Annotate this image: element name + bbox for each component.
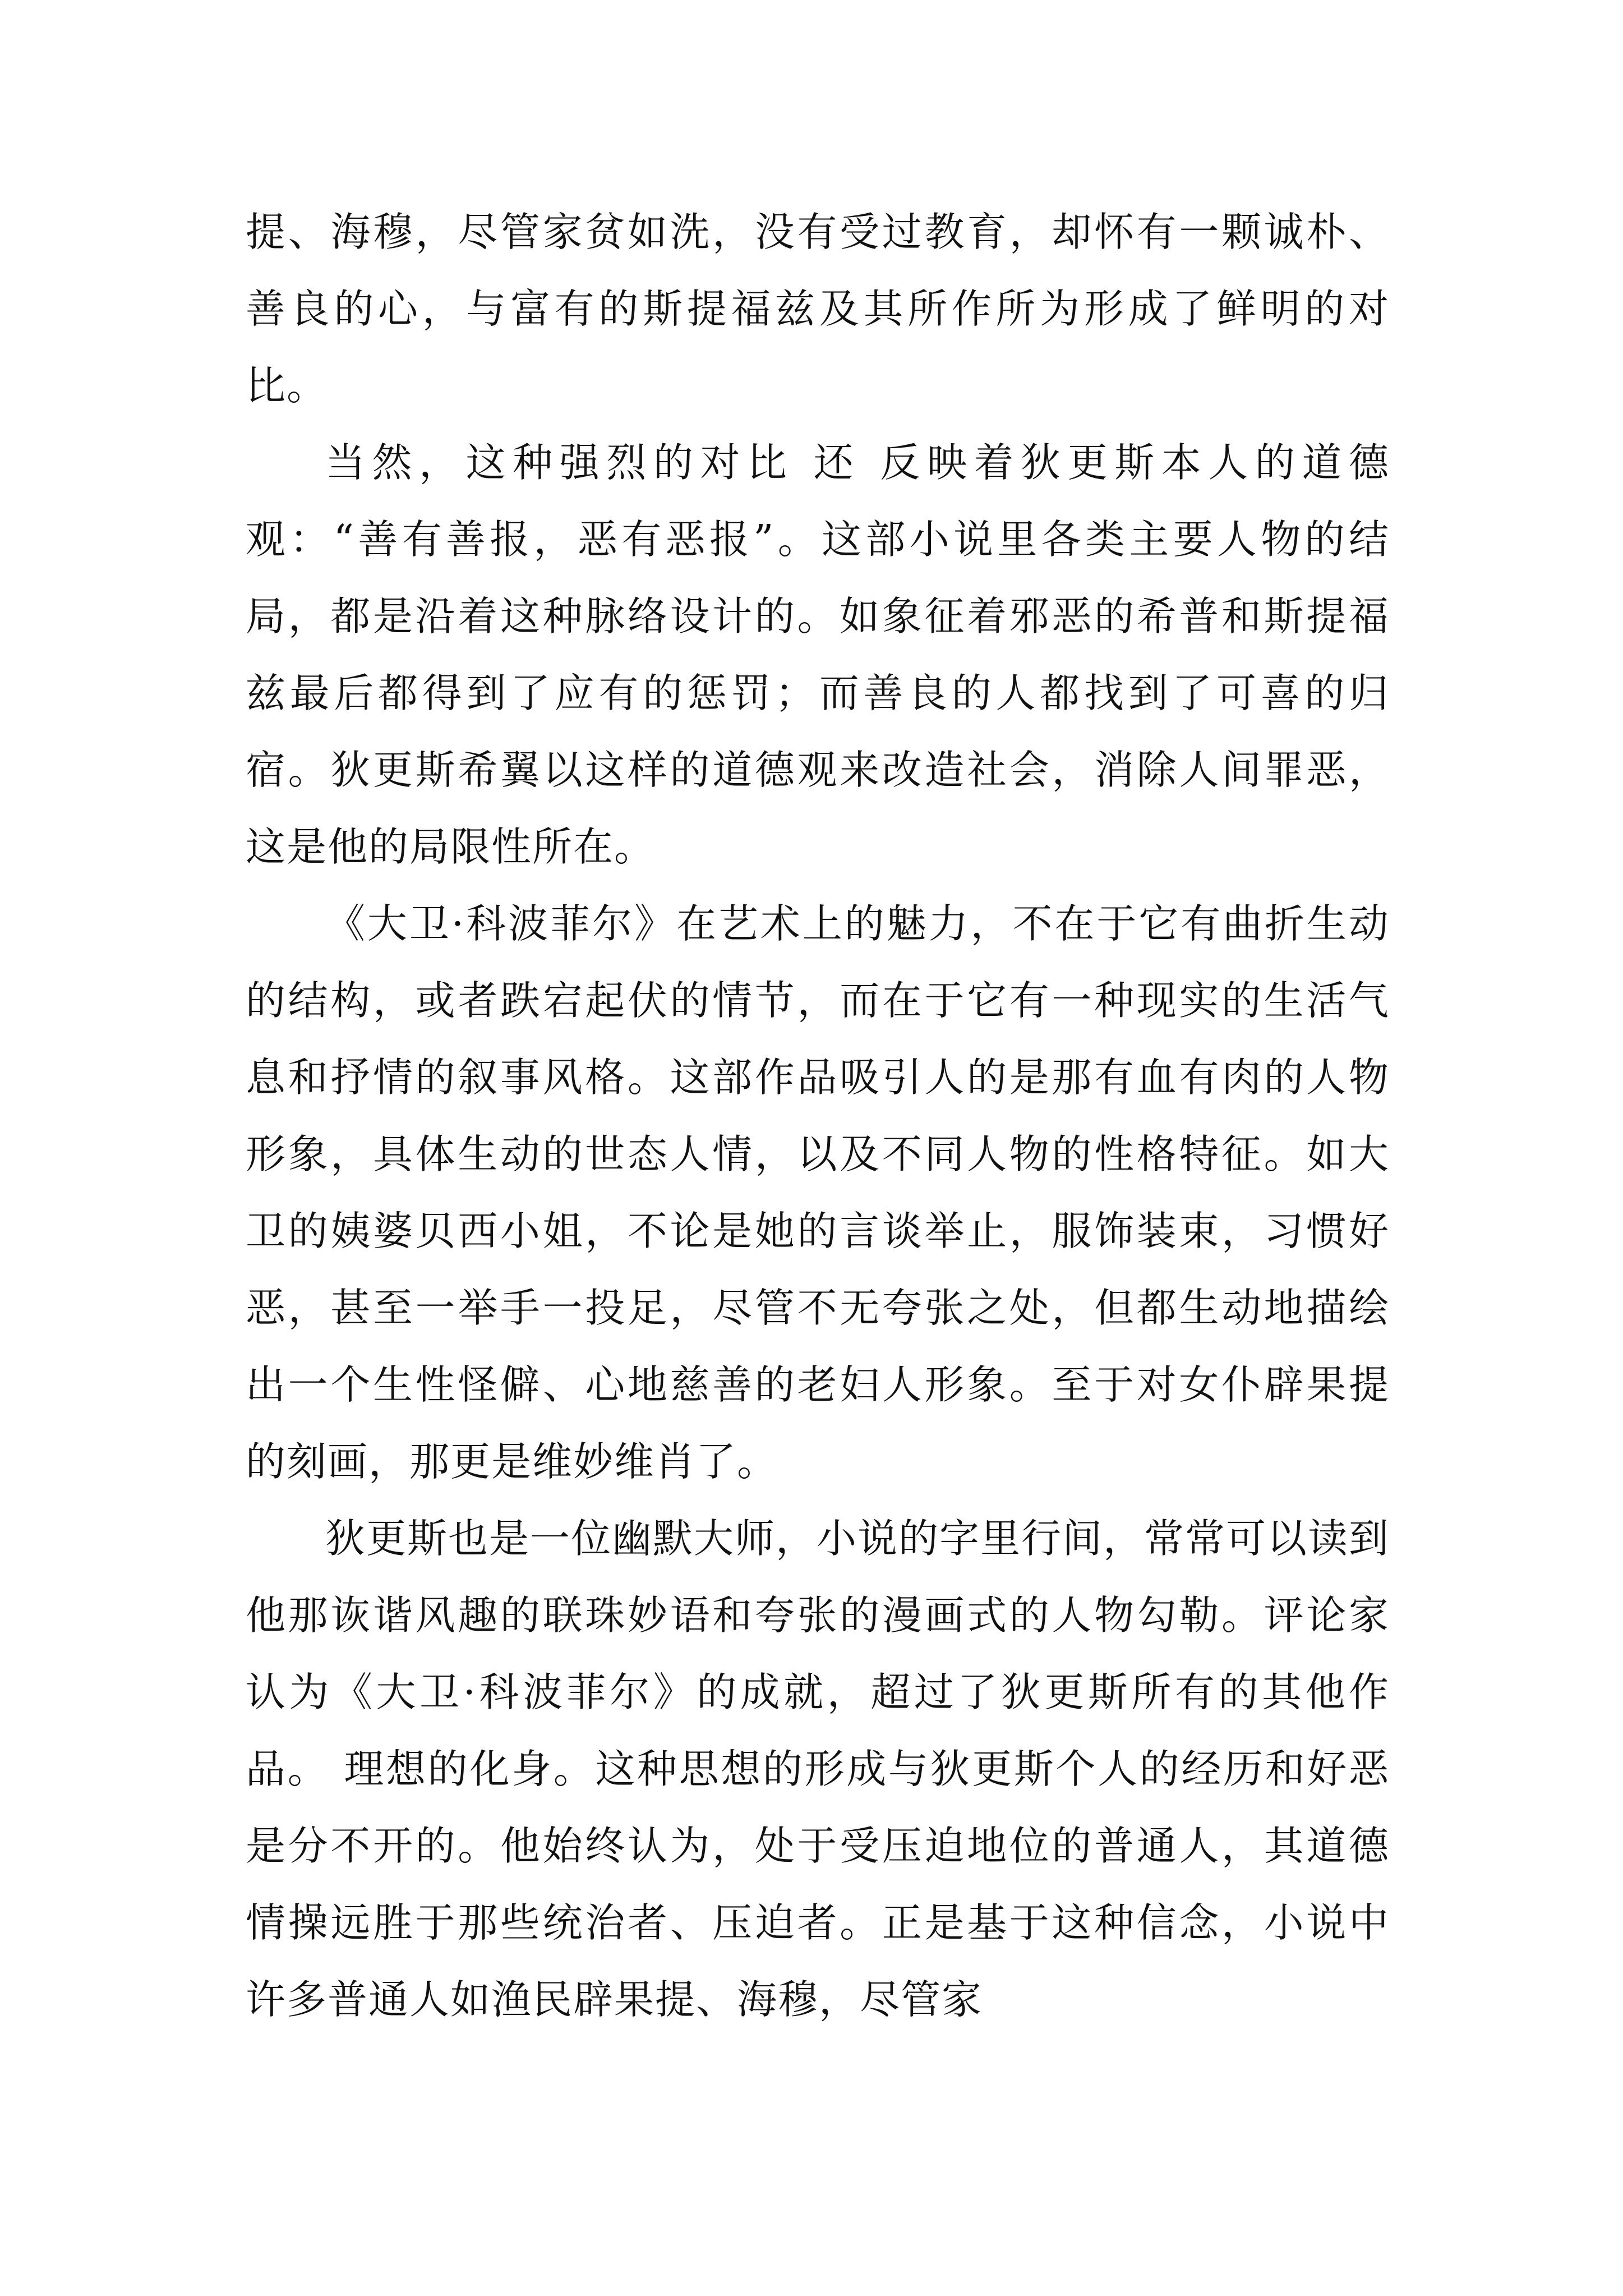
paragraph-1: 提、海穆，尽管家贫如洗，没有受过教育，却怀有一颗诚朴、善良的心，与富有的斯提福兹及其所作所为形成了鲜明的对比。 (246, 209, 1390, 409)
body-text (246, 194, 1390, 2038)
paragraph-3: 《大卫·科波菲尔》在艺术上的魅力，不在于它有曲折生动的结构，或者跌宕起伏的情节，而在于它有一种现实的生活气息和抒情的叙事风格。这部作品吸引人的是那有血有肉的人物形象，具体生动的世态人情，以及不同人物的性格特征。如大卫的姨婆贝西小姐，不论是她的言谈举止，服饰装束，习惯好恶，甚至一举手一投足，尽管不无夸张之处，但都生动地描绘出一个生性怪僻、心地慈善的老妇人形象。至于对女仆辟果提的刻画，那更是维妙维肖了。 (246, 900, 1390, 1485)
paragraph-4: 狄更斯也是一位幽默大师，小说的字里行间，常常可以读到他那诙谐风趣的联珠妙语和夸张的漫画式的人物勾勒。评论家认为《大卫·科波菲尔》的成就，超过了狄更斯所有的其他作品。 理想的化身。这种思想的形成与狄更斯个人的经历和好恶是分不开的。他始终认为，处于受压迫地位的普通人，其道德情操远胜于那些统治者、压迫者。正是基于这种信念，小说中许多普通人如渔民辟果提、海穆，尽管家 (246, 1515, 1390, 2023)
paragraph-2: 当然，这种强烈的对比 还 反映着狄更斯本人的道德观：“善有善报，恶有恶报”。这部小说里各类主要人物的结局，都是沿着这种脉络设计的。如象征着邪恶的希普和斯提福兹最后都得到了应有的惩罚；而善良的人都找到了可喜的归宿。狄更斯希翼以这样的道德观来改造社会，消除人间罪恶，这是他的局限性所在。 (246, 439, 1390, 870)
